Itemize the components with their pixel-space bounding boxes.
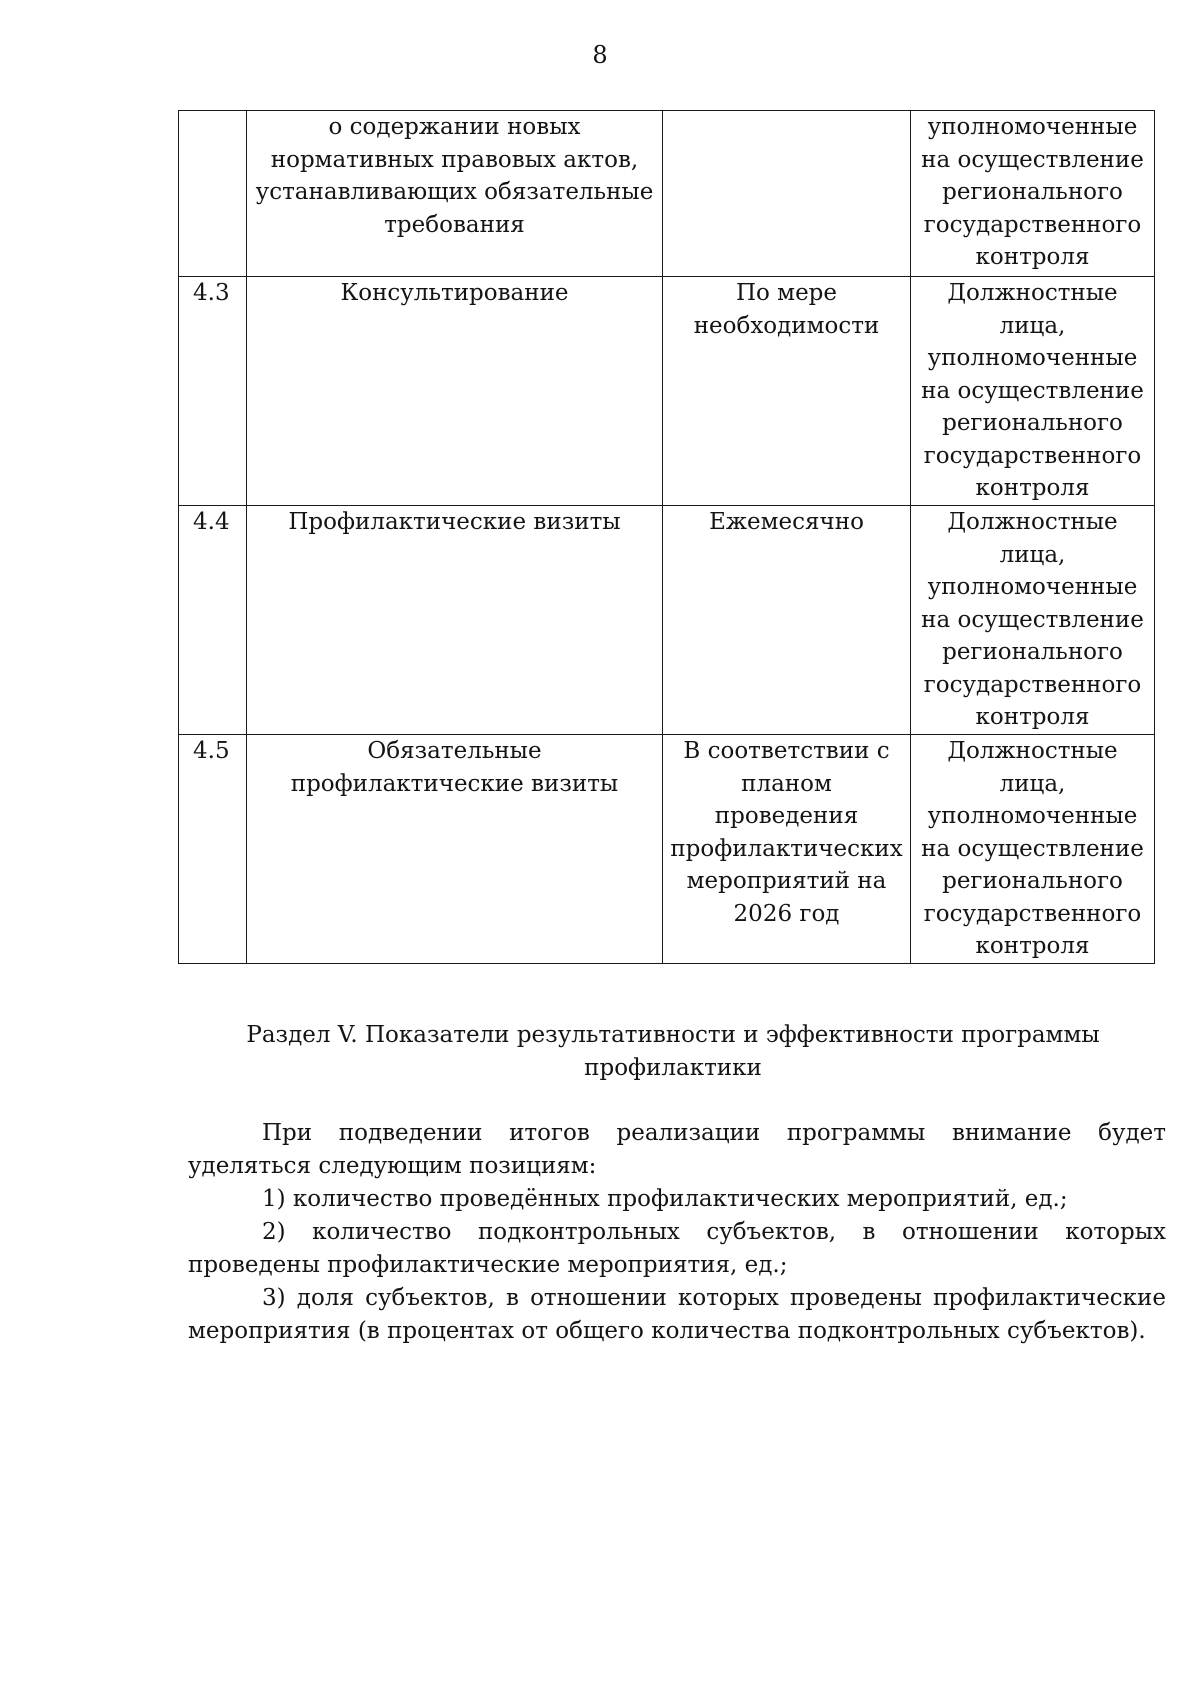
row-number: 4.4 [179,506,247,735]
list-item: 2) количество подконтрольных субъектов, в отношении которых проведены профилактические мероприятия, ед.; [188,1219,1166,1278]
responsible-cell: Должностные лица, уполномоченные на осуществление регионального государственного контроля [911,506,1155,735]
activity-cell: Обязательные профилактические визиты [247,735,663,964]
row-number: 4.3 [179,277,247,506]
list-item: 1) количество проведённых профилактических мероприятий, ед.; [262,1186,1068,1212]
activity-cell: Консультирование [247,277,663,506]
responsible-cell: Должностные лица, уполномоченные на осуществление регионального государственного контроля [911,735,1155,964]
row-number [179,111,247,277]
term-cell: В соответствии с планом проведения профилактических мероприятий на 2026 год [663,735,911,964]
table-row [179,735,1155,964]
list-item: 3) доля субъектов, в отношении которых проведены профилактические мероприятия (в процентах от общего количества подконтрольных субъектов). [188,1285,1166,1344]
section-title: Раздел V. Показатели результативности и эффективности программы профилактики [246,1022,1100,1081]
row-number: 4.5 [179,735,247,964]
term-cell: Ежемесячно [663,506,911,735]
responsible-cell: уполномоченные на осуществление регионального государственного контроля [911,111,1155,277]
activities-table [178,110,1155,964]
activity-cell: Профилактические визиты [247,506,663,735]
table-row [179,506,1155,735]
paragraph: При подведении итогов реализации программы внимание будет уделяться следующим позициям: [188,1120,1166,1179]
body-text [188,1117,1166,1348]
activity-cell: о содержании новых нормативных правовых актов, устанавливающих обязательные требования [247,111,663,277]
responsible-cell: Должностные лица, уполномоченные на осуществление регионального государственного контроля [911,277,1155,506]
table-row [179,111,1155,277]
term-cell: По мере необходимости [663,277,911,506]
table-row [179,277,1155,506]
page-number: 8 [592,41,608,69]
term-cell [663,111,911,277]
